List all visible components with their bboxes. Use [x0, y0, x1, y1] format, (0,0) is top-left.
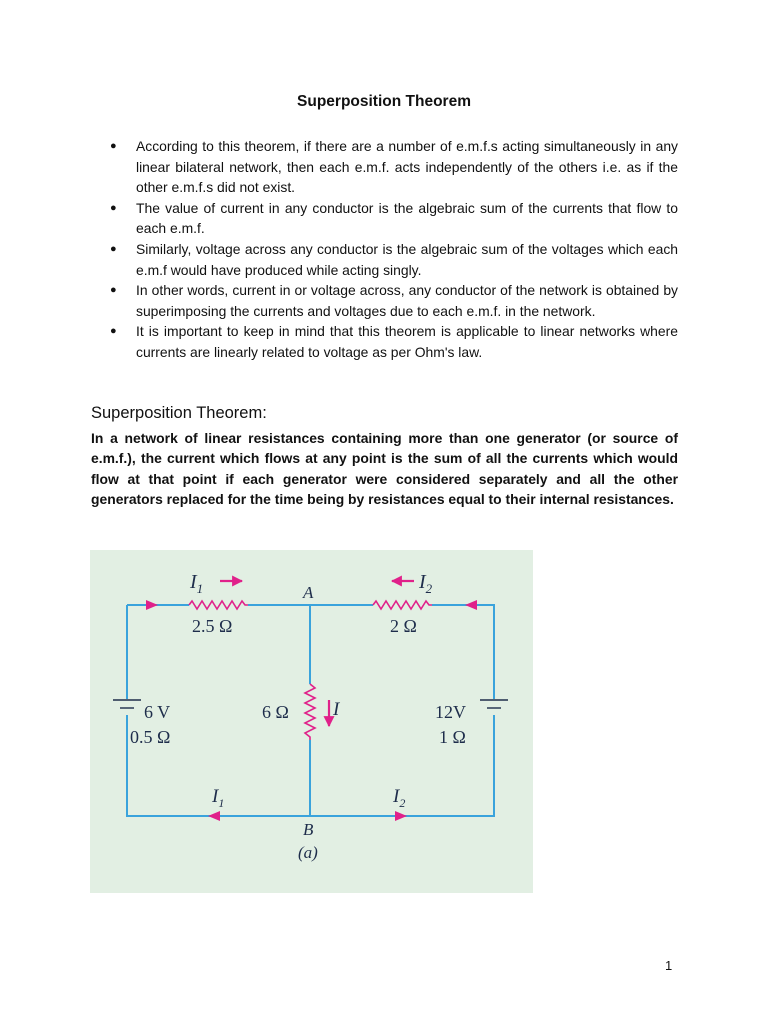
- label-6-ohm: 6 Ω: [262, 702, 289, 722]
- bullet-icon: ●: [110, 284, 117, 297]
- list-item: [110, 198, 678, 239]
- figure-caption: (a): [298, 843, 318, 862]
- label-2-ohm: 2 Ω: [390, 616, 417, 636]
- section-heading: Superposition Theorem:: [91, 404, 267, 422]
- label-i-middle: I: [333, 699, 340, 720]
- circuit-figure: [90, 550, 533, 893]
- bullet-icon: ●: [110, 201, 117, 214]
- label-1-ohm: 1 Ω: [439, 727, 466, 747]
- label-i1-top: $I_1$: [190, 571, 204, 596]
- arrow-left-wire-top: [146, 600, 158, 610]
- label-i2-top: $I_2$: [419, 571, 433, 596]
- list-item: [110, 239, 678, 280]
- list-item-text: It is important to keep in mind that this theorem is applicable to linear networks where currents are linearly related to voltage as per Ohm's law.: [136, 323, 678, 360]
- list-item-text: According to this theorem, if there are a number of e.m.f.s acting simultaneously in any linear bilateral network, then each e.m.f. acts independently of the others i.e. as if the other e.m.f.s did not exist.: [136, 138, 678, 196]
- battery-12v: [480, 700, 508, 708]
- label-6v: 6 V: [144, 702, 171, 722]
- list-item: [110, 280, 678, 321]
- battery-6v: [113, 700, 141, 708]
- bullet-icon: ●: [110, 242, 117, 255]
- node-a-label: A: [303, 583, 314, 602]
- arrow-bottom-right: [395, 811, 407, 821]
- arrow-bottom-left: [208, 811, 220, 821]
- bullet-icon: ●: [110, 325, 117, 338]
- arrow-right-wire-top: [465, 600, 477, 610]
- bullet-list: [110, 136, 678, 363]
- list-item: [110, 321, 678, 362]
- label-i1-bottom: $I_1$: [212, 786, 225, 810]
- list-item-text: In other words, current in or voltage across, any conductor of the network is obtained by superimposing the currents and voltages due to each e.m.f. in the network.: [136, 282, 678, 319]
- label-2-5-ohm: 2.5 Ω: [192, 616, 233, 636]
- list-item-text: Similarly, voltage across any conductor is the algebraic sum of the voltages which each e.m.f would have produced while acting singly.: [136, 240, 678, 278]
- list-item: [110, 136, 678, 198]
- theorem-statement: In a network of linear resistances containing more than one generator (or source of e.m.f.), the current which flows at any point is the sum of all the currents which would flow at that point if each generator were considered separately and all the other generators replaced for the time being by resistances equal to their internal resistances.: [91, 430, 678, 508]
- list-item-text: The value of current in any conductor is the algebraic sum of the currents that flow to each e.m.f.: [136, 199, 678, 237]
- label-0-5-ohm: 0.5 Ω: [130, 727, 171, 747]
- resistor-6-ohm: [305, 684, 315, 740]
- label-12v: 12V: [435, 702, 466, 722]
- page-title: Superposition Theorem: [297, 93, 471, 110]
- bullet-icon: ●: [110, 140, 117, 152]
- node-b-label: B: [303, 820, 314, 839]
- resistor-2-5-ohm: [189, 601, 248, 609]
- resistor-2-ohm: [373, 601, 432, 609]
- label-i2-bottom: $I_2$: [393, 786, 406, 810]
- page-number: 1: [665, 958, 673, 973]
- circuit-diagram: [90, 550, 533, 893]
